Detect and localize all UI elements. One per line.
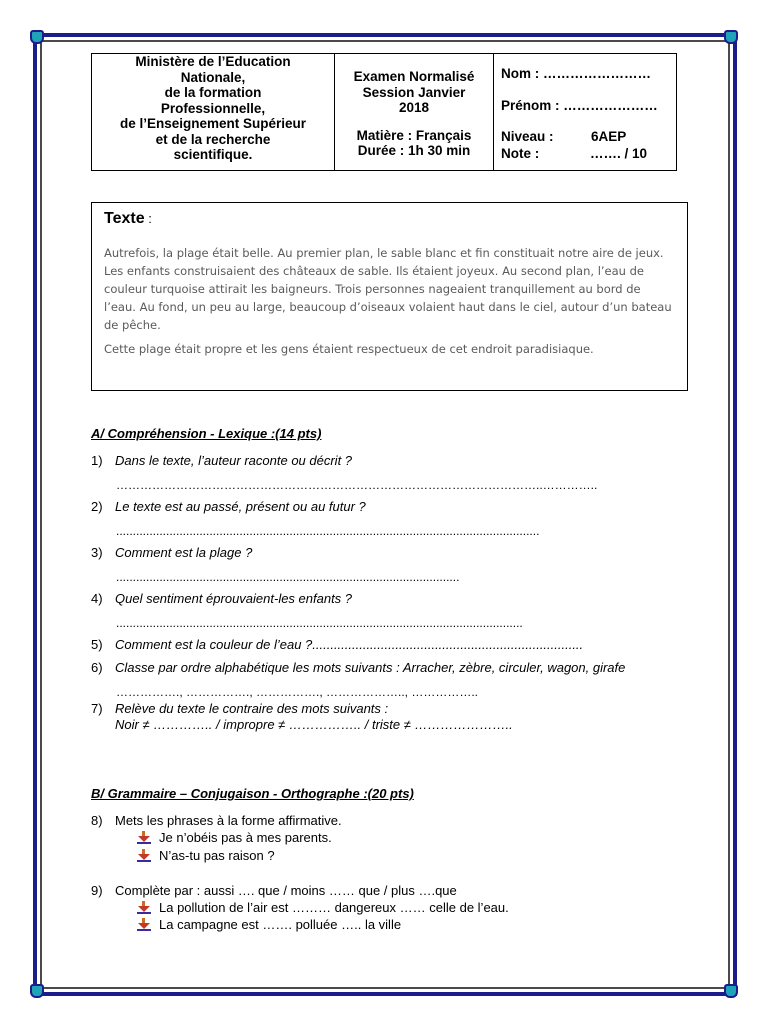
down-arrow-bullet-icon xyxy=(137,831,151,844)
section-a-title: A/ Compréhension - Lexique :(14 pts) xyxy=(91,426,322,441)
question-7: 7) Relève du texte le contraire des mots suivants : xyxy=(91,701,389,716)
section-b-title: B/ Grammaire – Conjugaison - Orthographe :(20 pts) xyxy=(91,786,414,801)
exam-header-table xyxy=(91,53,677,171)
niveau-value: 6AEP xyxy=(591,129,627,144)
list-item: Je n’obéis pas à mes parents. xyxy=(137,830,332,845)
ministry-line: de la formation xyxy=(164,85,262,100)
nom-field[interactable]: Nom : …………………… xyxy=(501,66,651,81)
text-paragraph: Cette plage était propre et les gens étaient respectueux de cet endroit paradisiaque. xyxy=(104,342,594,356)
ministry-line: de l’Enseignement Supérieur xyxy=(119,116,307,131)
answer-line-2[interactable]: ............................................................................................................................... xyxy=(116,524,540,538)
question-2: 2) Le texte est au passé, présent ou au futur ? xyxy=(91,499,366,514)
question-5: 5) Comment est la couleur de l’eau ?........................................................................... xyxy=(91,637,584,652)
corner-ornament-icon xyxy=(30,984,44,998)
exam-title-line: Session Janvier xyxy=(362,84,466,100)
text-paragraph: Autrefois, la plage était belle. Au premier plan, le sable blanc et fin constituait notre aire de jeux. Les enfants construisaient des châteaux de sable. Ils étaient joyeux. Au second plan, l’eau de couleur turquoise attirait les baigneurs. Trois personnes nageaient tranquillement au bord de l’eau. Au fond, un peu au large, beaucoup d’oiseaux volaient haut dans le ciel, autour d’un bateau de pêche. xyxy=(104,246,672,332)
exam-subject: Matière : Français xyxy=(356,127,472,143)
exam-info-cell xyxy=(335,54,494,170)
niveau-row xyxy=(501,129,627,144)
down-arrow-bullet-icon xyxy=(137,901,151,914)
question-9: 9) Complète par : aussi …. que / moins …… que / plus ….que xyxy=(91,883,457,898)
student-info-cell xyxy=(494,54,676,170)
answer-line-1[interactable]: ……………………………………………………………………………………………..………….. xyxy=(116,478,598,492)
question-8: 8) Mets les phrases à la forme affirmative. xyxy=(91,813,342,828)
reading-text-box xyxy=(91,202,688,391)
answer-line-3[interactable]: ....................................................................................................... xyxy=(116,570,460,584)
prenom-field[interactable]: Prénom : ………………… xyxy=(501,98,658,113)
corner-ornament-icon xyxy=(724,30,738,44)
answer-line-7[interactable]: Noir ≠ ………….. / impropre ≠ …………….. / triste ≠ ………………….. xyxy=(115,717,513,732)
down-arrow-bullet-icon xyxy=(137,918,151,931)
answer-line-6[interactable]: ……………., ……………., ……………., ……………….., …………….. xyxy=(116,685,479,699)
list-item: La campagne est ……. polluée ….. la ville xyxy=(137,917,401,932)
ministry-cell xyxy=(92,54,335,170)
note-value: ……. / 10 xyxy=(590,146,648,161)
exam-title-line: 2018 xyxy=(398,100,430,115)
question-3: 3) Comment est la plage ? xyxy=(91,545,253,560)
down-arrow-bullet-icon xyxy=(137,849,151,862)
ministry-line: Professionnelle, xyxy=(160,100,266,116)
note-row xyxy=(501,146,648,161)
exam-duration: Durée : 1h 30 min xyxy=(357,143,471,158)
ministry-line: et de la recherche xyxy=(155,131,271,147)
corner-ornament-icon xyxy=(724,984,738,998)
ministry-line: Nationale, xyxy=(180,69,246,85)
ministry-line: Ministère de l’Education xyxy=(135,54,291,69)
note-label: Note : xyxy=(501,146,540,161)
list-item: La pollution de l’air est ……… dangereux …… celle de l’eau. xyxy=(137,900,509,915)
text-title: Texte : xyxy=(104,210,152,227)
corner-ornament-icon xyxy=(30,30,44,44)
page-border-inner xyxy=(40,40,730,989)
list-item: N’as-tu pas raison ? xyxy=(137,848,275,863)
question-6: 6) Classe par ordre alphabétique les mots suivants : Arracher, zèbre, circuler, wagon, girafe xyxy=(91,660,626,675)
question-4: 4) Quel sentiment éprouvaient-les enfants ? xyxy=(91,591,353,606)
question-1: 1) Dans le texte, l’auteur raconte ou décrit ? xyxy=(91,453,353,468)
answer-line-4[interactable]: .......................................................................................................................... xyxy=(116,616,523,630)
exam-title-line: Examen Normalisé xyxy=(353,69,475,84)
ministry-line: scientifique. xyxy=(173,147,253,162)
niveau-label: Niveau : xyxy=(501,129,554,144)
